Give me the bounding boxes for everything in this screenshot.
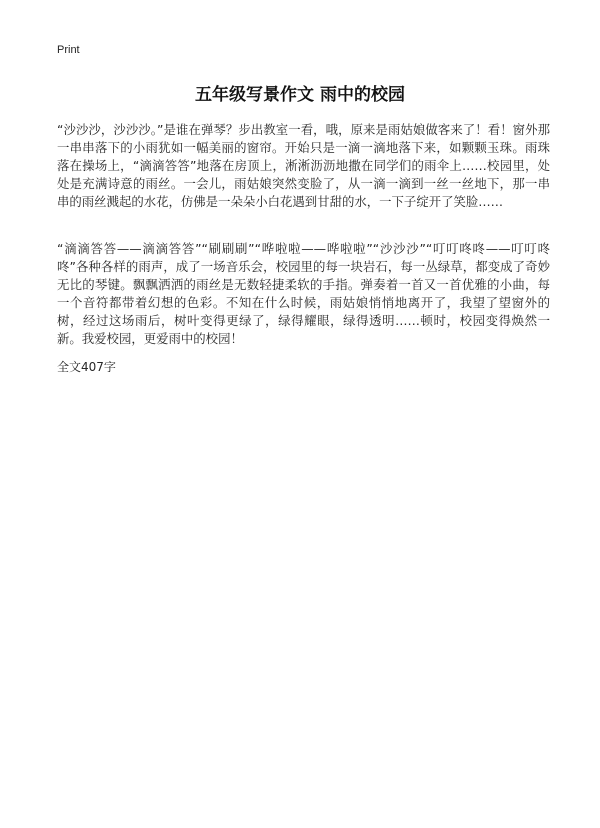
- article-paragraph-1: “沙沙沙，沙沙沙。”是谁在弹琴？步出教室一看，哦，原来是雨姑娘做客来了！看！窗外那一串串落下的小雨犹如一幅美丽的窗帘。开始只是一滴一滴地落下来，如颗颗玉珠。雨珠落在操场上，“滴滴答答”地落在房顶上，淅淅沥沥地撒在同学们的雨伞上……校园里，处处是充满诗意的雨丝。一会儿，雨姑娘突然变脸了，从一滴一滴到一丝一丝地下，那一串串的雨丝溅起的水花，仿佛是一朵朵小白花遇到甘甜的水，一下子绽开了笑脸……: [57, 122, 550, 209]
- article-paragraph-2: “滴滴答答——滴滴答答”“刷刷刷”“哗啦啦——哗啦啦”“沙沙沙”“叮叮咚咚——叮叮咚咚”各种各样的雨声，成了一场音乐会，校园里的每一块岩石，每一丛绿草，都变成了奇妙无比的琴键。飘飘洒洒的雨丝是无数轻捷柔软的手指。弹奏着一首又一首优雅的小曲，每一个音符都带着幻想的色彩。不知在什么时候，雨姑娘悄悄地离开了，我望了望窗外的树，经过这场雨后，树叶变得更绿了，绿得耀眼，绿得透明……顿时，校园变得焕然一新。我爱校园，更爱雨中的校园！: [57, 241, 550, 346]
- print-link[interactable]: Print: [57, 44, 80, 56]
- article-title: 五年级写景作文 雨中的校园: [195, 85, 405, 105]
- document-page: [57, 0, 577, 828]
- word-count: 全文407字: [57, 360, 116, 374]
